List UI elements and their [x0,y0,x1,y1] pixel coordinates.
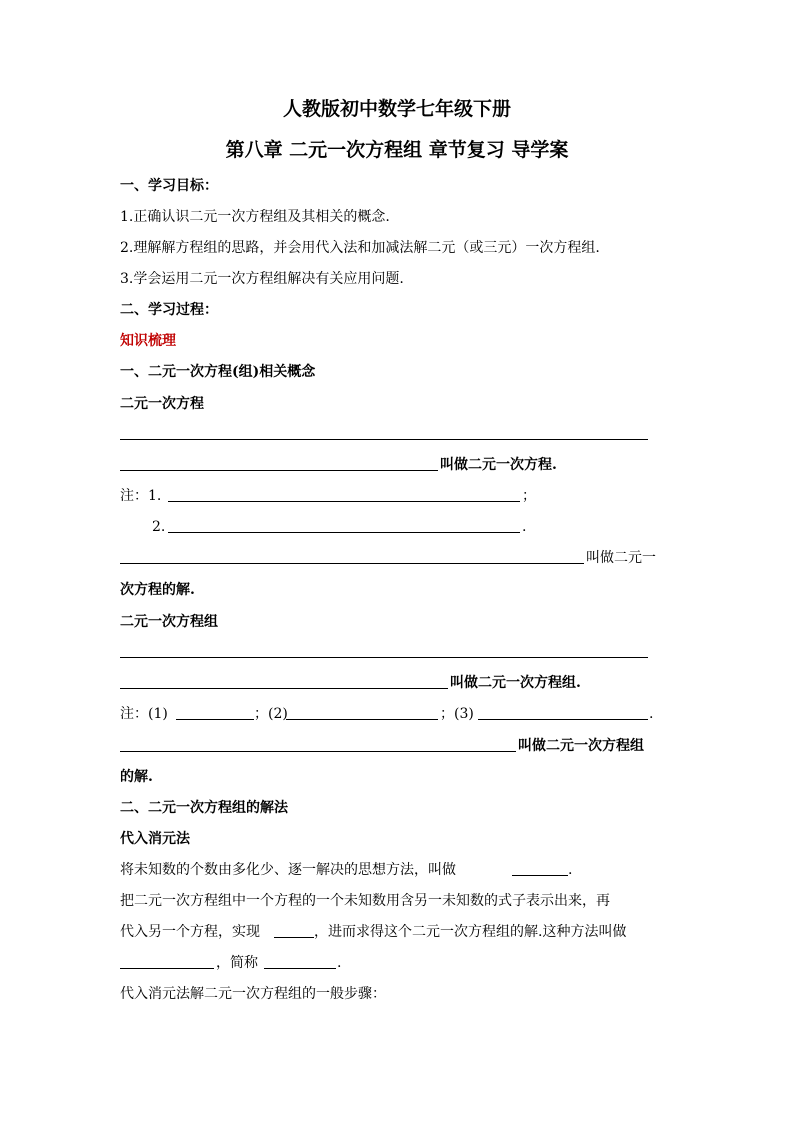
note-label: 2. [152,519,166,535]
punctuation: ； [522,488,536,504]
system-solution-text: 叫做二元一次方程组 [518,738,644,754]
blank-line [120,439,648,440]
solution-definition-text: 叫做二元一 [586,550,656,566]
punctuation: . [649,706,654,722]
blank-line [512,875,568,876]
document-title: 人教版初中数学七年级下册 [282,98,511,120]
blank-line [168,501,520,502]
section-concepts-heading: 一、二元一次方程(组)相关概念 [120,364,316,380]
substitution-description-3: ，进而求得这个二元一次方程组的解.这种方法叫做 [314,924,627,940]
substitution-steps-heading: 代入消元法解二元一次方程组的一般步骤： [120,986,386,1002]
equation-definition-text: 叫做二元一次方程. [440,457,557,473]
blank-line [274,937,314,938]
elimination-idea-text: 将未知数的个数由多化少、逐一解决的思想方法，叫做 [120,862,456,878]
blank-line [120,751,516,752]
solution-definition-cont: 次方程的解. [120,582,195,598]
blank-line [120,968,214,969]
substitution-description-2: 代入另一个方程，实现 [120,924,260,940]
section-methods-heading: 二、二元一次方程组的解法 [120,800,288,816]
knowledge-summary-heading: 知识梳理 [120,333,176,349]
linear-equation-heading: 二元一次方程 [120,396,204,412]
equation-system-heading: 二元一次方程组 [120,614,218,630]
blank-line [120,470,438,471]
note-label: ；(3) [440,706,474,722]
objective-2: 2.理解解方程组的思路，并会用代入法和加减法解二元（或三元）一次方程组. [120,240,600,256]
blank-line [120,657,648,658]
blank-line [264,968,336,969]
blank-line [120,563,584,564]
objective-1: 1.正确认识二元一次方程组及其相关的概念. [120,209,390,225]
punctuation: . [568,862,573,878]
system-solution-cont: 的解. [120,769,153,785]
note-label: 注：1. [120,488,162,504]
blank-line [286,719,438,720]
note-label: ；(2) [254,706,288,722]
blank-line [120,688,448,689]
blank-line [168,532,520,533]
system-definition-text: 叫做二元一次方程组. [450,675,581,691]
objective-3: 3.学会运用二元一次方程组解决有关应用问题. [120,271,404,287]
objectives-heading: 一、学习目标： [120,178,218,194]
punctuation: . [337,955,342,971]
process-heading: 二、学习过程： [120,302,218,318]
substitution-description-1: 把二元一次方程组中一个方程的一个未知数用含另一未知数的式子表示出来，再 [120,893,610,909]
punctuation: . [522,519,527,535]
blank-line [478,719,648,720]
substitution-heading: 代入消元法 [120,831,190,847]
chapter-title: 第八章 二元一次方程组 章节复习 导学案 [225,139,569,161]
blank-line [176,719,254,720]
note-label: 注：(1) [120,706,168,722]
substitution-description-4: ，简称 [216,955,258,971]
